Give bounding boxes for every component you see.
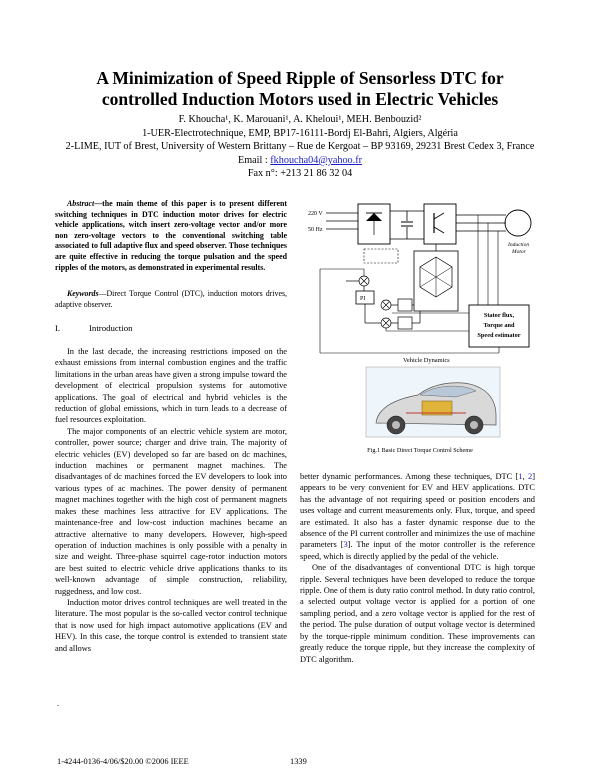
citation-link[interactable]: 1 [518, 472, 523, 481]
inverter-block [424, 204, 456, 244]
paragraph: One of the disadvantages of conventional DTC is high torque ripple. Several techniques have been developed to reduce the torque ripple. One of them is duty ratio control method. In duty ratio control, a selected output voltage vector is applied for a portion of one sampling period, and a zero voltage vector is applied for the rest of the period. The pulse duration of output voltage vector is determined by the torque-ripple minimum condition. These improvements can greatly reduce the torque ripple, but they increase the complexity of DTC algorithm. [300, 563, 535, 664]
estimator-label-2: Torque and [483, 322, 515, 329]
email-label: Email : [238, 154, 271, 166]
pi-label: PI [360, 296, 366, 302]
section-number: I. [55, 323, 61, 333]
footer-copyright: 1-4244-0136-4/06/$20.00 ©2006 IEEE [57, 757, 189, 766]
abstract [55, 199, 287, 273]
affiliation-1: 1-UER-Electrotechnique, EMP, BP17-16111-Bordj El-Bahri, Algiers, Algéria [142, 127, 458, 139]
keywords [55, 289, 287, 310]
induction-motor-symbol [505, 210, 531, 236]
paragraph: Induction motor drives control techniques are well treated in the literature. The most popular is the so-called vector control technique that is now used for high impact automotive applications (EV and HEV). In this case, the torque control is extended to transient state and allows [55, 597, 287, 653]
vehicle-dynamics-label: Vehicle Dynamics [403, 357, 450, 364]
motor-label-1: Induction [508, 242, 530, 248]
title-line-1: A Minimization of Speed Ripple of Sensorless DTC for [96, 68, 504, 88]
motor-label-2: Motor [512, 249, 526, 255]
figure-caption: Fig.1 Basic Direct Torque Control Scheme [367, 447, 473, 454]
supply-frequency-label: 50 Hz [308, 227, 323, 233]
text-run: , [522, 472, 529, 481]
paragraph [300, 471, 535, 562]
paragraph: The major components of an electric vehicle system are motor, controller, power source; charger and drive train. The majority of electric vehicles (EV) developed so far are based on dc machines, induction machines or permanent magnet machines. The disadvantages of dc machines forced the EV developers to look into various types of ac machines. The power density of permanent magnet machines together with the high cost of permanent magnets makes these machines less attractive for EV applications. The maintenance-free and low-cost induction machines became an attractive alternative to many developers. However, high-speed operation of induction machines is only possible with a penalty in size and weight. Three-phase squirrel cage-rotor induction motors are best suited to electric vehicle drive applications thanks to its well-known advantage of simple construction, reliability, ruggedness, and low cost. [55, 426, 287, 596]
estimator-label-1: Stator flux, [483, 312, 515, 319]
text-run: better dynamic performances. Among these techniques, DTC [ [300, 472, 519, 481]
dtc-block-diagram [306, 201, 539, 465]
keywords-text: —Direct Torque Control (DTC), induction motors drives, adaptive observer. [55, 289, 287, 309]
estimator-label-3: Speed estimator [477, 332, 521, 339]
keywords-label: Keywords [67, 289, 99, 298]
paragraph: In the last decade, the increasing restrictions imposed on the exhaust emissions from internal combustion engines and the traffic limitations in the urban areas have given a strong impulse toward the development of electrical propulsion systems for automotive applications. The goal of electrical and hybrid vehicles is the reduction of global emissions, which in turn leads to a decrease of fuel resources exploitation. [55, 347, 287, 425]
page-number: 1339 [290, 757, 307, 766]
left-column-body [55, 346, 287, 654]
author-names: F. Khoucha¹, K. Marouani¹, A. Kheloui¹, MEH. Benbouzid² [178, 114, 422, 125]
text-run: ]. The input of the motor controller is the reference speed, which is directly applied by the pedal of the vehicle. [300, 540, 535, 561]
supply-voltage-label: 220 V [308, 211, 323, 217]
email-link[interactable]: fkhoucha04@yahoo.fr [270, 154, 362, 166]
title-line-2: controlled Induction Motors used in Electric Vehicles [101, 89, 499, 109]
vehicle-illustration [366, 367, 500, 437]
abstract-text: —the main theme of this paper is to present different switching techniques in DTC induction motor drives for electric vehicle applications, witch insert zero-voltage vector and/or more non zero-voltage vectors to the conventional switching table associated to full adaptive flux and speed observer. Those techniques are quite effective in reducing the torque pulsation and the speed ripples of the motors, as demonstrated in experimental results. [55, 199, 287, 272]
citation-link[interactable]: 3 [343, 540, 348, 550]
paper-title [60, 68, 540, 110]
author-block [40, 113, 560, 181]
fax-line: Fax n°: +213 21 86 32 04 [247, 168, 353, 180]
email-line [40, 154, 560, 168]
stray-dot: . [57, 699, 59, 708]
right-column-body [300, 471, 535, 665]
text-run: ] appears to be very convenient for EV and HEV applications. DTC has the advantage of not requiring speed or position encoders and uses voltage and current measurements only. Flux, torque, and speed are estimated. It also has a faster dynamic response due to the absence of the PI current controller and minimizes the use of machine parameters [ [300, 472, 535, 550]
citation-link[interactable]: 2 [528, 472, 533, 481]
affiliation-2: 2-LIME, IUT of Brest, University of Western Brittany – Rue de Kergoat – BP 93169, 29231 Brest Cedex 3, France [65, 141, 535, 153]
section-title: Introduction [89, 323, 133, 333]
abstract-label: Abstract [67, 199, 95, 208]
